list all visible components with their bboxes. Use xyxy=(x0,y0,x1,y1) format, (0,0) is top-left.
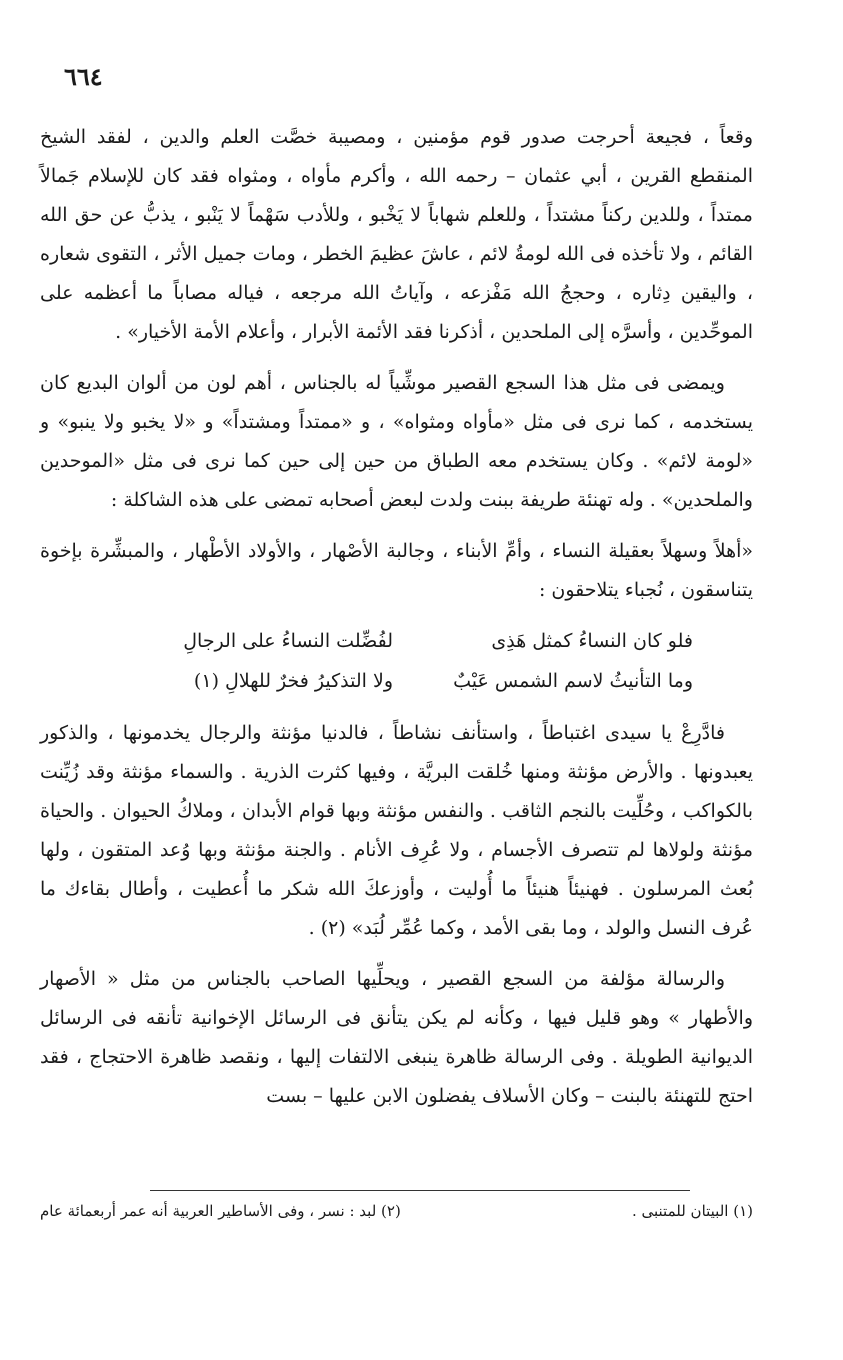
footnotes xyxy=(40,1202,753,1220)
footnote-separator xyxy=(150,1190,690,1191)
paragraph-1: وقعاً ، فجيعة أحرجت صدور قوم مؤمنين ، ومصيبة خصَّت العلم والدين ، لفقد الشيخ المنقطع القرين ، أبي عثمان – رحمه الله ، وأكرم مأواه ، ومثواه فقد كان للإسلام جَمالاً ممتداً ، وللدين ركناً مشتداً ، وللعلم شهاباً لا يَخْبو ، وللأدب سَهْماً لا يَنْبو ، يذبُّ عن حق الله القائم ، ولا تأخذه فى الله لومةُ لائم ، عاشَ عظيمَ الخطر ، ومات جميل الأثر ، التقوى شعاره ، واليقين دِثاره ، وحججُ الله مَفْزعه ، وآياتُ الله مرجعه ، فياله مصاباً ما أعظمه على الموحِّدين ، وأسرَّه إلى الملحدين ، أذكرنا فقد الأئمة الأبرار ، وأعلام الأمة الأخيار» . xyxy=(40,126,753,343)
footnote-1: (١) البيتان للمتنبى . xyxy=(631,1202,753,1220)
paragraph-4: فادَّرِعْ يا سيدى اغتباطاً ، واستأنف نشاطاً ، فالدنيا مؤنثة والرجال يخدمونها ، والذكور يعبدونها . والأرض مؤنثة ومنها خُلقت البريَّة ، وفيها كثرت الذرية . والسماء مؤنثة وقد زُيِّنت بالكواكب ، وحُلِّيت بالنجم الثاقب . والنفس مؤنثة وبها قوام الأبدان ، وملاكُ الحيوان . والحياة مؤنثة ولولاها لم تتصرف الأجسام ، ولا عُرِف الأنام . والجنة مؤنثة وبها وُعد المتقون ، ولها بُعث المرسلون . فهنيئاً هنيئاً ما أُوليت ، وأوزعكَ الله شكر ما أُعطيت ، وأطال بقاءك ما عُرف النسل والولد ، وما بقى الأمد ، وكما عُمِّر لُبَد» (٢) . xyxy=(40,722,753,939)
verse-2-first-hemistich: وما التأنيثُ لاسم الشمس عَيْبٌ xyxy=(453,670,693,692)
paragraph-3: «أهلاً وسهلاً بعقيلة النساء ، وأمِّ الأبناء ، وجالبة الأصْهار ، والأولاد الأطْهار ، والمبشِّرة بإخوة يتناسقون ، نُجباء يتلاحقون : xyxy=(40,540,753,601)
verse-2 xyxy=(40,662,693,702)
verse-1-first-hemistich: فلو كان النساءُ كمثل هَذِى xyxy=(491,630,693,652)
verse-2-second-hemistich: ولا التذكيرُ فخرٌ للهلالِ (١) xyxy=(193,670,393,692)
footnote-2: (٢) لبد : نسر ، وفى الأساطير العربية أنه عمر أربعمائة عام xyxy=(40,1202,401,1220)
body-text xyxy=(40,118,753,1128)
verse-1 xyxy=(40,622,693,662)
poem-verses xyxy=(40,622,753,702)
verse-1-second-hemistich: لفُضِّلت النساءُ على الرجالِ xyxy=(183,630,393,652)
paragraph-2: ويمضى فى مثل هذا السجع القصير موشِّياً له بالجناس ، أهم لون من ألوان البديع كان يستخدمه ، كما نرى فى مثل «مأواه ومثواه» ، و «ممتداً ومشتداً» و «لا يخبو ولا ينبو» و «لومة لائم» . وكان يستخدم معه الطباق من حين إلى حين كما نرى فى مثل «الموحدين والملحدين» . وله تهنئة طريفة ببنت ولدت لبعض أصحابه تمضى على هذه الشاكلة : xyxy=(40,372,753,511)
page-number: ٦٦٤ xyxy=(64,62,103,91)
paragraph-5: والرسالة مؤلفة من السجع القصير ، ويحلِّيها الصاحب بالجناس من مثل « الأصهار والأطهار » وهو قليل فيها ، وكأنه لم يكن يتأنق فى الرسائل الإخوانية تأنقه فى الرسائل الديوانية الطويلة . وفى الرسالة ظاهرة ينبغى الالتفات إليها ، ونقصد ظاهرة الاحتجاج ، فقد احتج للتهنئة بالبنت – وكان الأسلاف يفضلون الابن عليها – بست xyxy=(40,968,753,1107)
